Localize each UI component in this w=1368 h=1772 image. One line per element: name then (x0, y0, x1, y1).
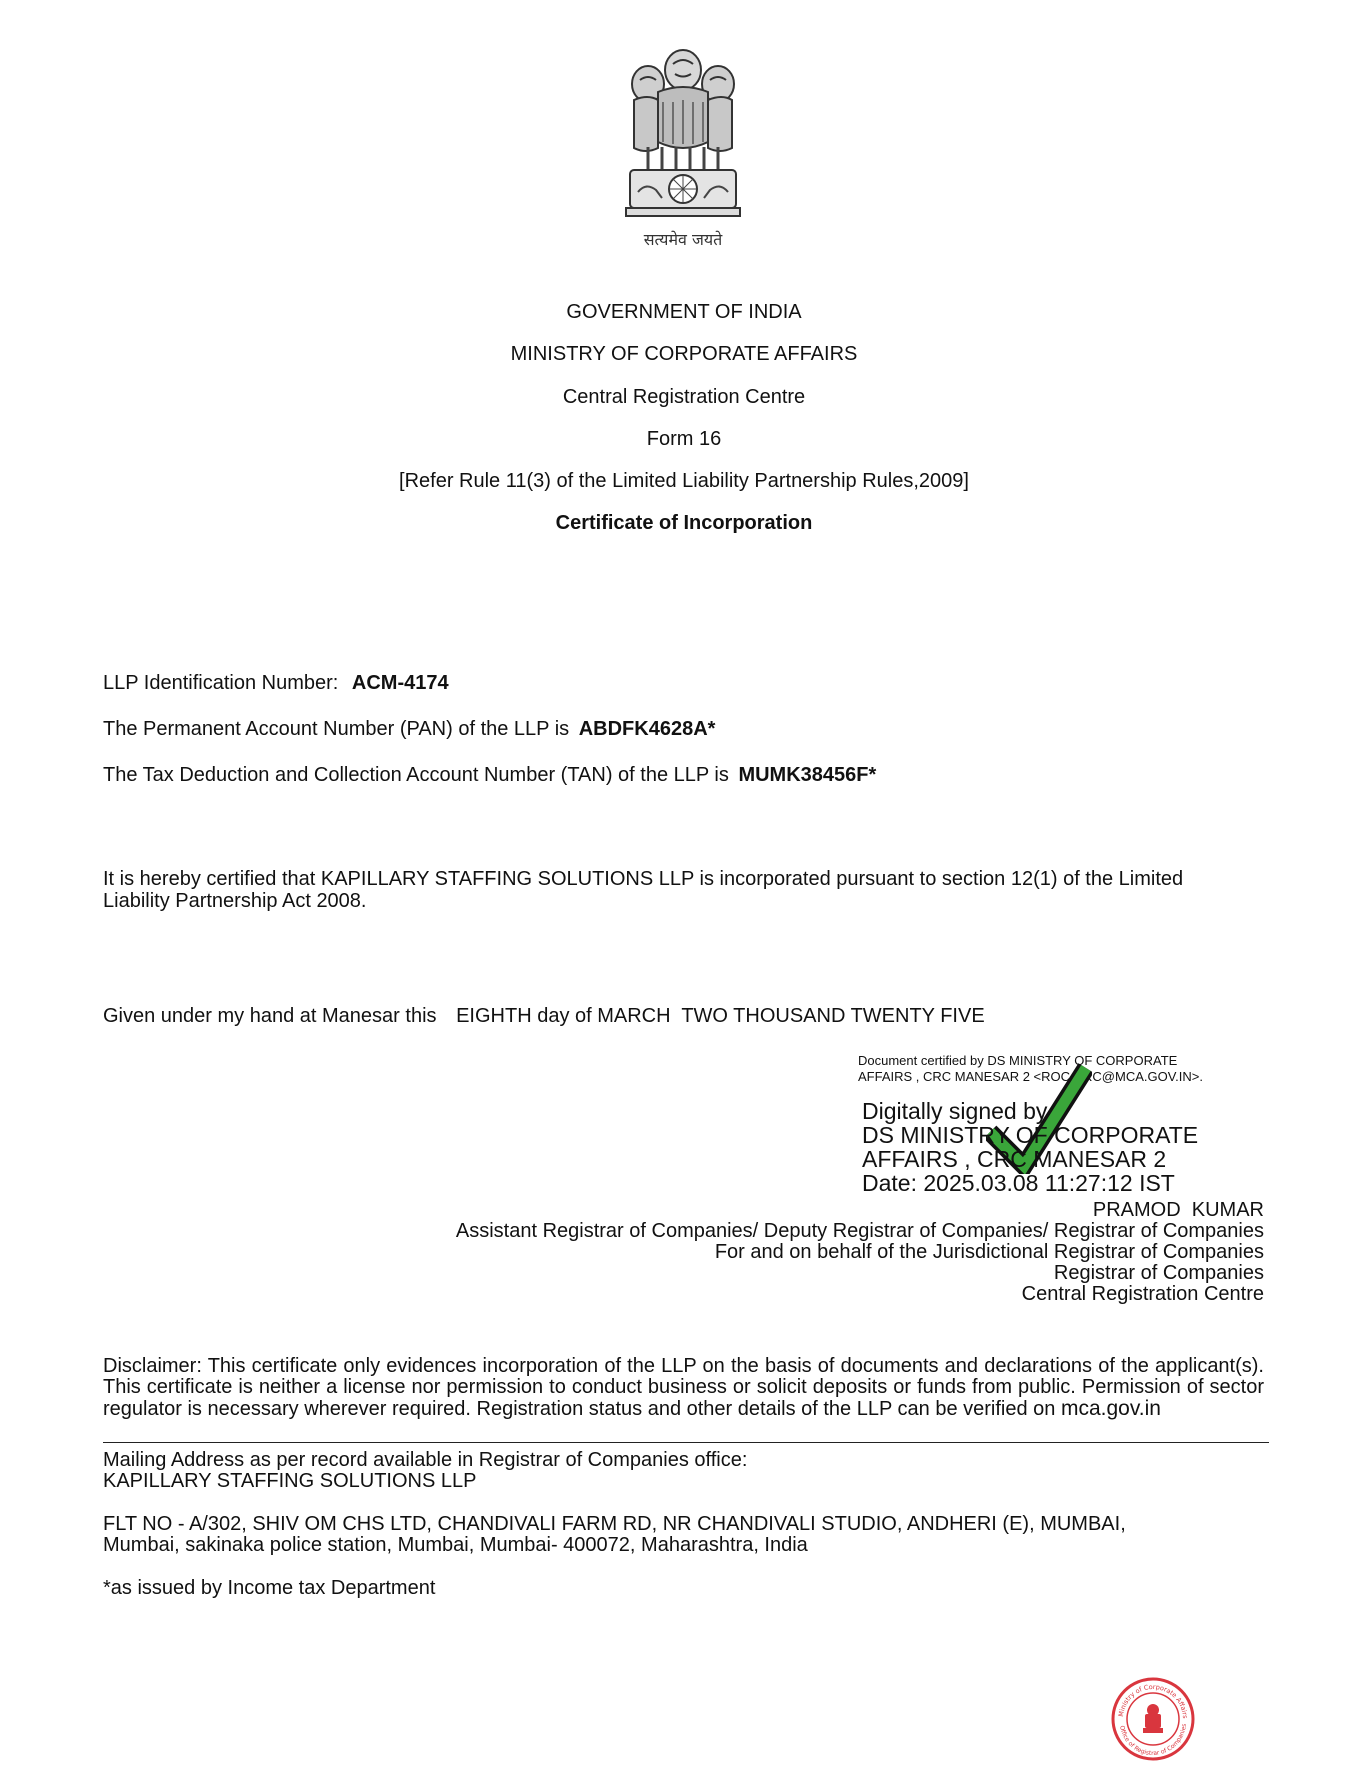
footnote: *as issued by Income tax Department (103, 1577, 436, 1599)
seal-ring-top: Ministry of Corporate Affairs (1117, 1682, 1190, 1719)
mailing-address-2: Mumbai, sakinaka police station, Mumbai, Mumbai- 400072, Maharashtra, India (103, 1534, 808, 1556)
given-date: EIGHTH day of MARCH TWO THOUSAND TWENTY FIVE (456, 1005, 985, 1027)
seal-ring-bottom: Office of Registrar of Companies (1118, 1723, 1188, 1758)
tan-label: The Tax Deduction and Collection Account Number (TAN) of the LLP is (103, 764, 729, 786)
certificate-title: Certificate of Incorporation (555, 512, 813, 534)
certified-line-2: AFFAIRS , CRC MANESAR 2 <ROC.CRC@MCA.GOV.IN>. (858, 1069, 1204, 1084)
signatory-office-2: Central Registration Centre (1021, 1283, 1264, 1305)
signed-line-1: Digitally signed by (862, 1098, 1048, 1124)
signed-line-2: DS MINISTRY OF CORPORATE (862, 1122, 1199, 1148)
ministry-seal-icon (1110, 1676, 1196, 1762)
header-ministry: MINISTRY OF CORPORATE AFFAIRS (510, 343, 858, 365)
tan-row (103, 763, 876, 787)
disclaimer-text: Disclaimer: This certificate only evidences incorporation of the LLP on the basis of documents and declarations of the applicant(s). This certificate is neither a license nor permission to conduct business or solicit deposits or funds from public. Permission of sector regulator is necessary wherever required. Registration status and other details of the LLP can be verified on (103, 1355, 1264, 1420)
signatory-behalf: For and on behalf of the Jurisdictional Registrar of Companies (714, 1241, 1264, 1263)
signed-line-4: Date: 2025.03.08 11:27:12 IST (862, 1170, 1175, 1196)
mailing-name: KAPILLARY STAFFING SOLUTIONS LLP (103, 1470, 477, 1492)
certification-line-1: It is hereby certified that KAPILLARY STAFFING SOLUTIONS LLP is incorporated pursuant to section 12(1) of the Limited (103, 868, 1184, 890)
header-form: Form 16 (646, 428, 722, 450)
mca-link[interactable]: mca.gov.in (1060, 1397, 1161, 1420)
emblem-motto: सत्यमेव जयते (643, 230, 723, 249)
pan-value: ABDFK4628A* (578, 718, 716, 740)
pan-row (103, 717, 715, 741)
signatory-office-1: Registrar of Companies (1053, 1262, 1264, 1284)
mailing-address-1: FLT NO - A/302, SHIV OM CHS LTD, CHANDIVALI FARM RD, NR CHANDIVALI STUDIO, ANDHERI (E), MUMBAI, (103, 1513, 1126, 1535)
national-emblem (618, 42, 748, 252)
disclaimer (103, 1356, 1264, 1420)
header-centre: Central Registration Centre (562, 386, 806, 408)
signed-line-3: AFFAIRS , CRC MANESAR 2 (862, 1146, 1167, 1172)
national-emblem-icon (618, 42, 748, 222)
given-prefix: Given under my hand at Manesar this (103, 1005, 437, 1027)
tan-value: MUMK38456F* (738, 764, 877, 786)
header-rule-reference: [Refer Rule 11(3) of the Limited Liability Partnership Rules,2009] (399, 470, 969, 492)
pan-label: The Permanent Account Number (PAN) of the LLP is (103, 718, 570, 740)
certification-line-2: Liability Partnership Act 2008. (103, 890, 367, 912)
llpin-value: ACM-4174 (351, 672, 449, 694)
mailing-heading: Mailing Address as per record available in Registrar of Companies office: (103, 1449, 748, 1471)
certified-line-1: Document certified by DS MINISTRY OF CORPORATE (858, 1053, 1178, 1068)
given-under-row (103, 1004, 985, 1028)
llpin-row (103, 671, 449, 695)
llpin-label: LLP Identification Number: (103, 672, 339, 694)
signatory-designation: Assistant Registrar of Companies/ Deputy Registrar of Companies/ Registrar of Companies (455, 1220, 1264, 1242)
disclaimer-divider (103, 1442, 1269, 1443)
signatory-name: PRAMOD KUMAR (1092, 1199, 1264, 1221)
header-government: GOVERNMENT OF INDIA (566, 301, 802, 323)
